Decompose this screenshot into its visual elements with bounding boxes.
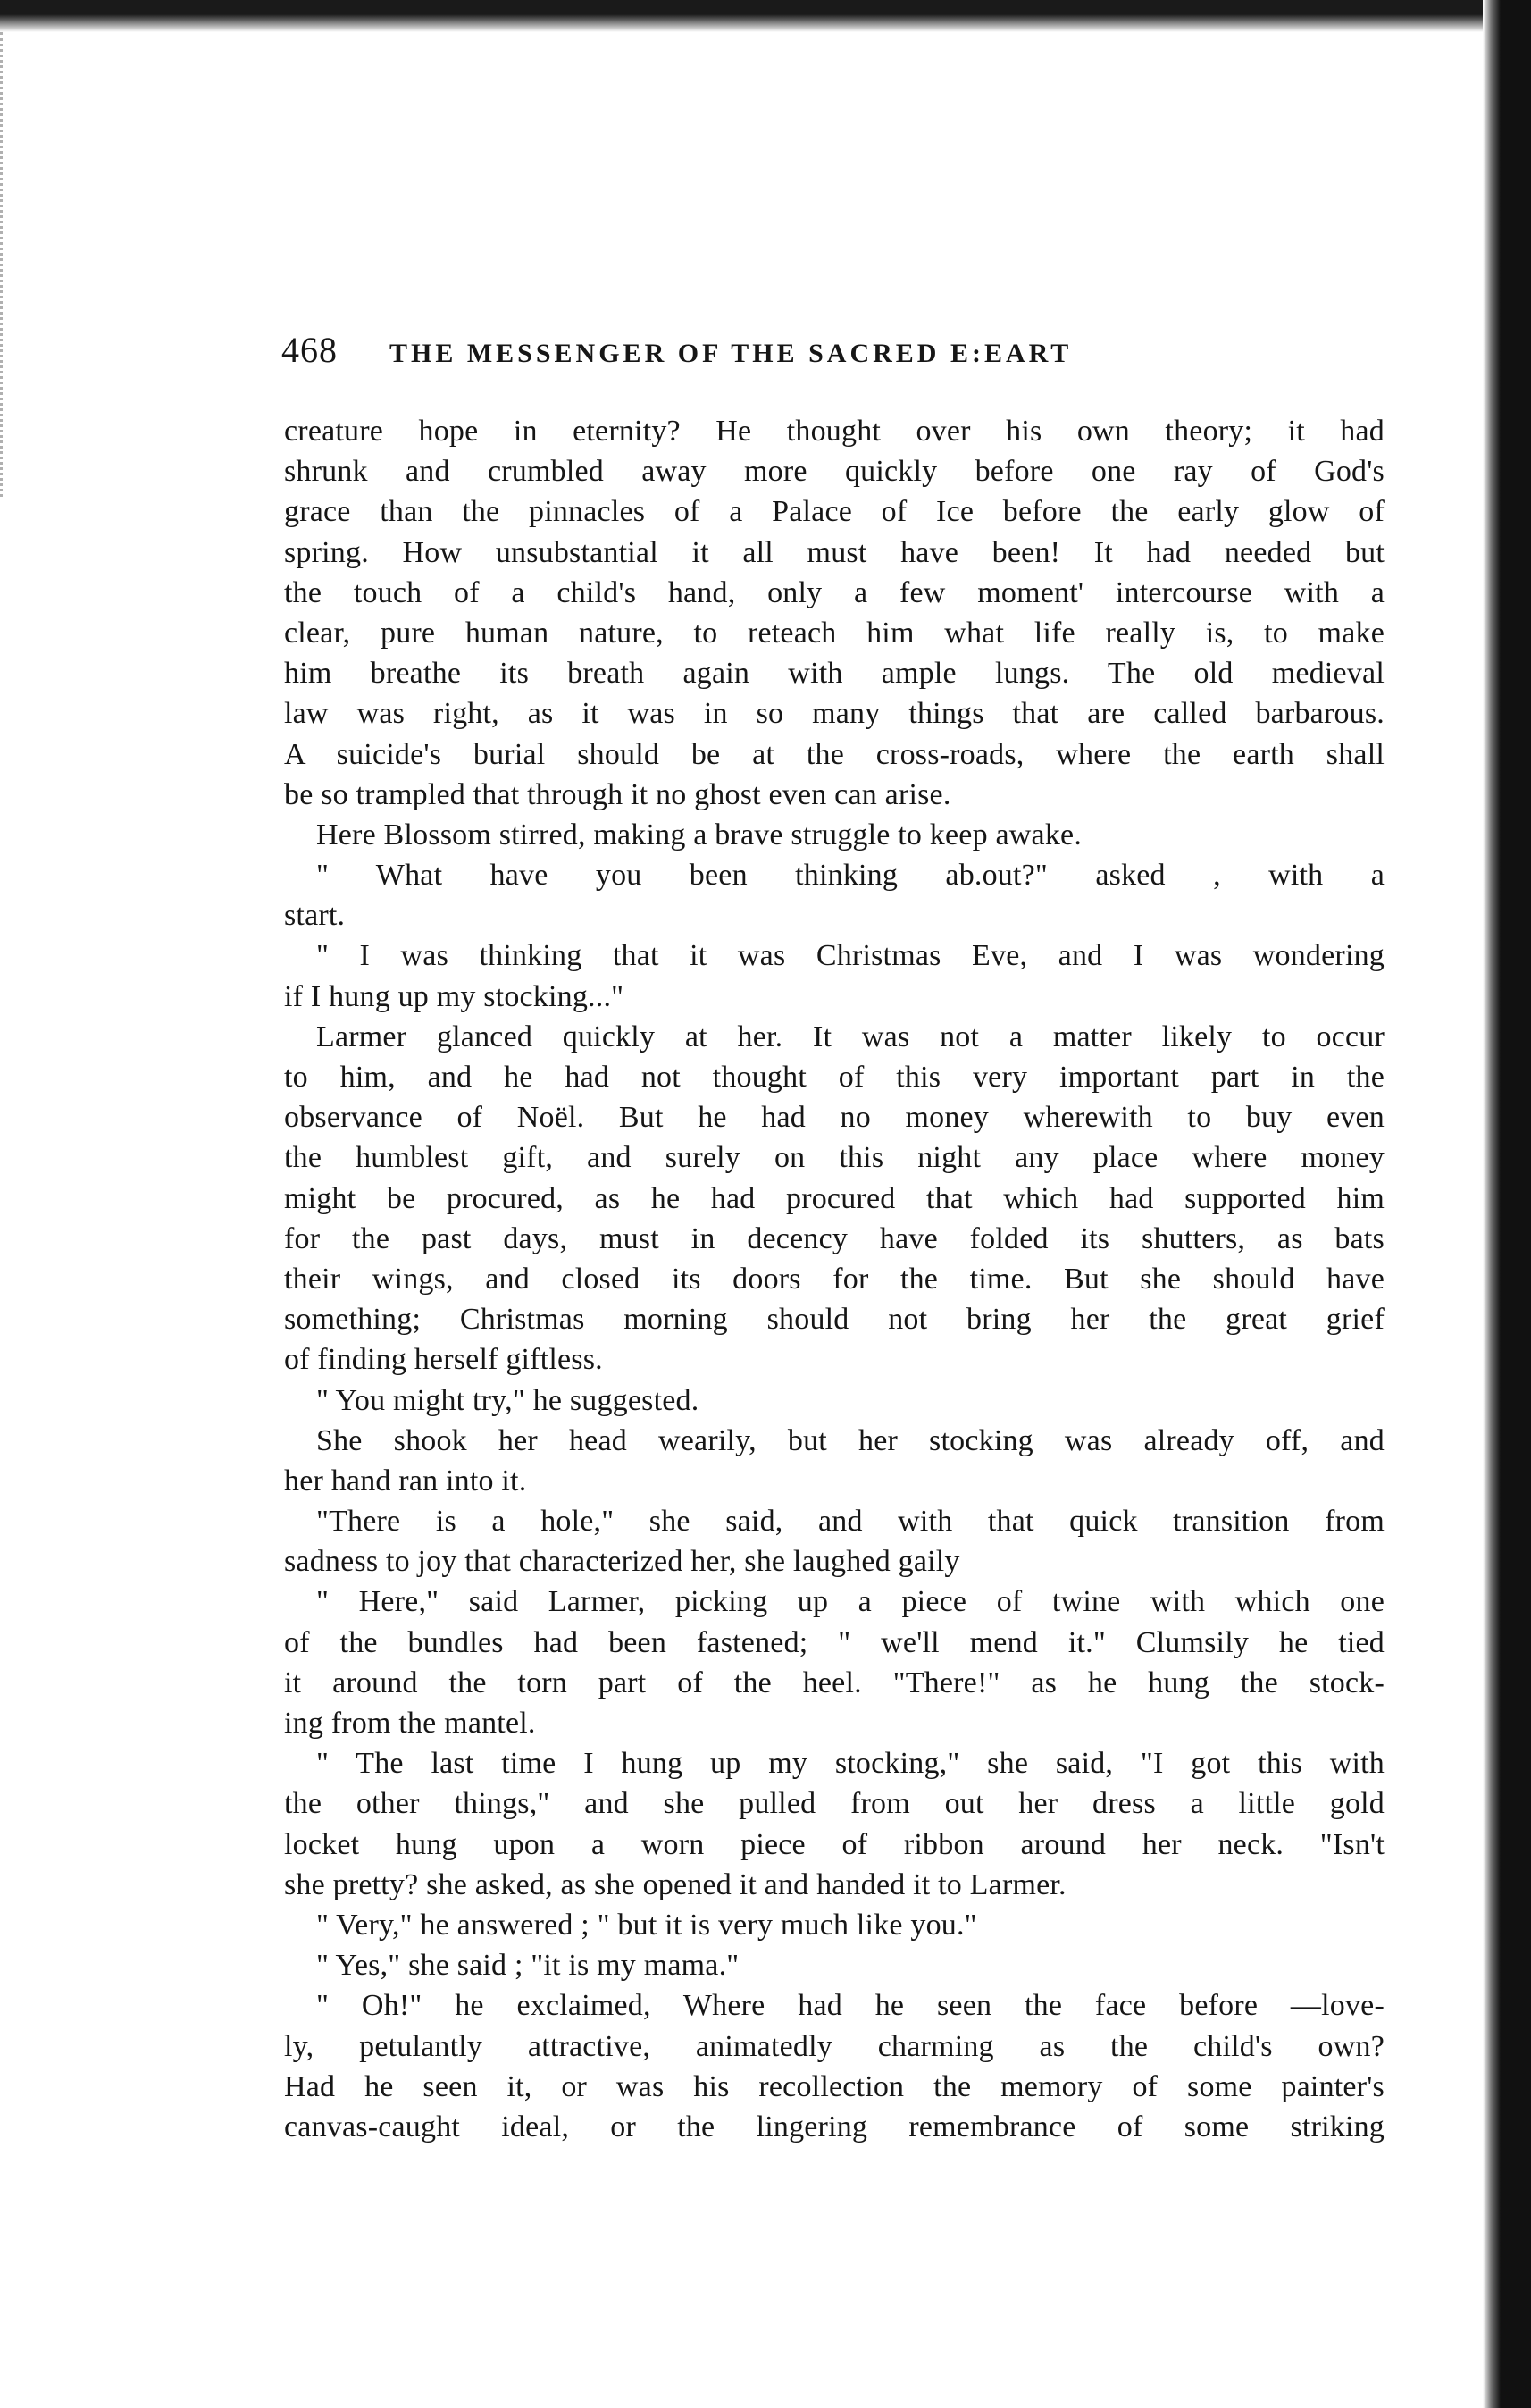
text-line: " I was thinking that it was Christmas Eve, and I was wondering	[316, 939, 1385, 973]
text-line: clear, pure human nature, to reteach him what life really is, to make	[284, 616, 1385, 650]
text-line: "There is a hole," she said, and with that quick transition from	[316, 1505, 1385, 1539]
text-line: " What have you been thinking ab.out?" asked , with a	[316, 859, 1385, 893]
text-line: " You might try," he suggested.	[316, 1383, 699, 1417]
text-line: She shook her head wearily, but her stocking was already off, and	[316, 1423, 1385, 1457]
scan-right-border	[1483, 0, 1531, 2408]
text-line: of the bundles had been fastened; " we'll mend it." Clumsily he tied	[284, 1625, 1385, 1659]
text-line: their wings, and closed its doors for the time. But she should have	[284, 1262, 1385, 1296]
text-line: for the past days, must in decency have folded its shutters, as bats	[284, 1221, 1385, 1255]
text-line: " Yes," she said ; "it is my mama."	[316, 1949, 740, 1983]
text-line: something; Christmas morning should not bring her the great grief	[284, 1303, 1385, 1337]
text-line: her hand ran into it.	[284, 1464, 527, 1498]
text-line: the humblest gift, and surely on this night any place where money	[284, 1141, 1385, 1175]
text-line: Had he seen it, or was his recollection the memory of some painter's	[284, 2069, 1385, 2103]
text-line: canvas-caught ideal, or the lingering remembrance of some striking	[284, 2110, 1385, 2144]
text-line: of finding herself giftless.	[284, 1343, 603, 1377]
scan-left-edge-marks	[0, 32, 13, 497]
text-line: the other things," and she pulled from out her dress a little gold	[284, 1787, 1385, 1821]
text-line: Larmer glanced quickly at her. It was not a matter likely to occur	[316, 1019, 1385, 1053]
text-line: Here Blossom stirred, making a brave struggle to keep awake.	[316, 818, 1083, 852]
text-line: ing from the mantel.	[284, 1707, 536, 1740]
text-line: spring. How unsubstantial it all must have been! It had needed but	[284, 535, 1385, 569]
text-line: ly, petulantly attractive, animatedly charming as the child's own?	[284, 2029, 1385, 2063]
text-line: the touch of a child's hand, only a few moment' intercourse with a	[284, 575, 1385, 609]
text-line: if I hung up my stocking..."	[284, 979, 624, 1013]
text-line: " Here," said Larmer, picking up a piece of twine with which one	[316, 1585, 1385, 1619]
text-line: might be procured, as he had procured that which had supported him	[284, 1181, 1385, 1215]
page-header	[281, 329, 1389, 379]
text-line: " Very," he answered ; " but it is very much like you."	[316, 1908, 977, 1942]
text-line: to him, and he had not thought of this very important part in the	[284, 1061, 1385, 1094]
scan-top-border	[0, 0, 1531, 32]
text-line: start.	[284, 899, 346, 933]
text-line: be so trampled that through it no ghost even can arise.	[284, 777, 951, 811]
text-line: it around the torn part of the heel. "There!" as he hung the stock-	[284, 1665, 1385, 1699]
text-line: A suicide's burial should be at the cross-roads, where the earth shall	[284, 737, 1385, 771]
text-line: grace than the pinnacles of a Palace of Ice before the early glow of	[284, 495, 1385, 529]
text-line: observance of Noël. But he had no money wherewith to buy even	[284, 1101, 1385, 1135]
text-line: creature hope in eternity? He thought over his own theory; it had	[284, 415, 1385, 448]
text-line: she pretty? she asked, as she opened it and handed it to Larmer.	[284, 1867, 1067, 1901]
text-line: " The last time I hung up my stocking," she said, "I got this with	[316, 1747, 1385, 1781]
running-title: THE MESSENGER OF THE SACRED E:EART	[389, 339, 1073, 368]
body-text	[284, 411, 1385, 2147]
text-line: " Oh!" he exclaimed, Where had he seen the face before —love-	[316, 1989, 1385, 2023]
text-line: him breathe its breath again with ample lungs. The old medieval	[284, 657, 1385, 691]
page-number: 468	[281, 330, 338, 370]
text-line: locket hung upon a worn piece of ribbon around her neck. "Isn't	[284, 1827, 1385, 1861]
text-line: law was right, as it was in so many things that are called barbarous.	[284, 697, 1385, 731]
text-line: sadness to joy that characterized her, she laughed gaily	[284, 1545, 960, 1579]
text-line: shrunk and crumbled away more quickly before one ray of God's	[284, 455, 1385, 489]
